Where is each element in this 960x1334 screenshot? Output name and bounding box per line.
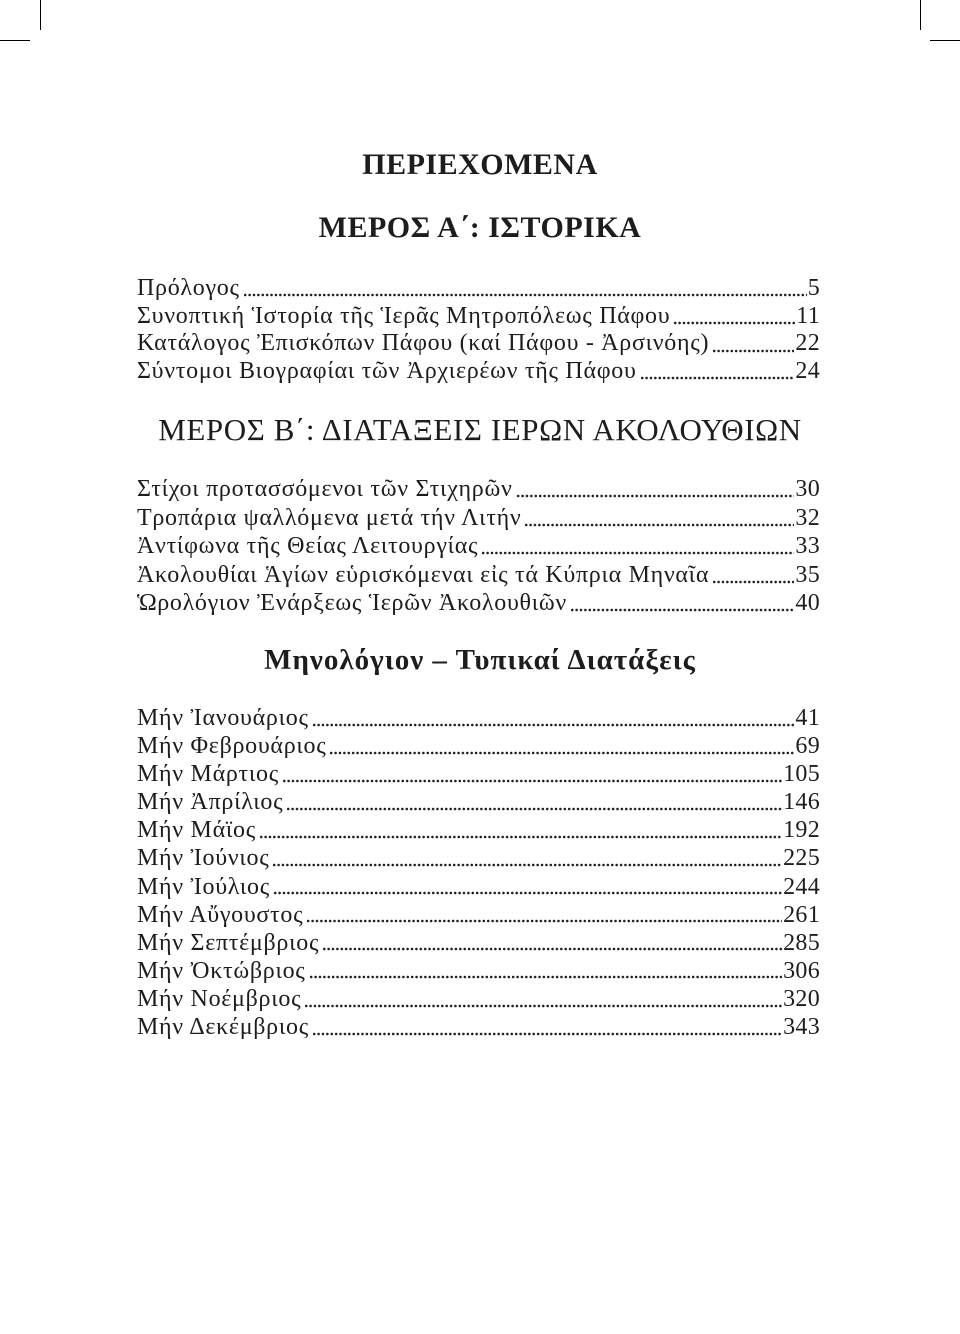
toc-entry-page-number: 225 (783, 845, 820, 872)
toc-entry (137, 532, 820, 561)
toc-entry-label: Μήν Σεπτέμβριος (137, 929, 320, 956)
dot-leader (286, 788, 782, 816)
dot-leader (259, 816, 782, 844)
toc-entry-label: Ὡρολόγιον Ἐνάρξεως Ἱερῶν Ἀκολουθιῶν (137, 590, 567, 616)
toc-entry (137, 275, 820, 303)
toc-entry-page-number: 32 (795, 504, 820, 531)
toc-entry-page-number: 146 (783, 789, 820, 816)
toc-entry (137, 901, 820, 929)
toc-list-part-b (137, 475, 820, 618)
toc-entry-page-number: 33 (795, 533, 820, 559)
toc-list-menologion (137, 704, 820, 1041)
toc-entry-label: Συνοπτική Ἱστορία τῆς Ἱερᾶς Μητροπόλεως Πάφου (137, 302, 671, 329)
dot-leader (640, 358, 795, 386)
toc-entry (137, 929, 820, 957)
toc-entry (137, 475, 820, 504)
toc-entry-label: Πρόλογος (137, 275, 240, 301)
toc-entry-label: Μήν Μάρτιος (137, 761, 279, 788)
dot-leader (712, 561, 794, 590)
toc-entry (137, 504, 820, 533)
dot-leader (306, 901, 782, 929)
toc-entry-page-number: 41 (795, 705, 820, 731)
crop-mark-top-right-horizontal (930, 40, 960, 41)
toc-entry (137, 1013, 820, 1041)
toc-entry-label: Ἀκολουθίαι Ἁγίων εὑρισκόμεναι εἰς τά Κύπρια Μηναῖα (137, 561, 710, 588)
toc-entry (137, 358, 820, 386)
toc-list-part-a (137, 275, 820, 386)
toc-entry-page-number: 320 (783, 985, 820, 1012)
toc-entry-label: Μήν Ὀκτώβριος (137, 957, 306, 984)
dot-leader (712, 330, 794, 358)
toc-entry-label: Μήν Ἰανουάριος (137, 705, 309, 731)
toc-entry (137, 985, 820, 1013)
dot-leader (570, 589, 794, 618)
dot-leader (304, 985, 782, 1013)
dot-leader (516, 475, 795, 504)
toc-entry-page-number: 105 (783, 761, 820, 788)
toc-entry (137, 561, 820, 590)
toc-entry (137, 732, 820, 760)
dot-leader (273, 873, 782, 901)
dot-leader (272, 844, 782, 872)
toc-entry-page-number: 285 (783, 929, 820, 956)
toc-entry-label: Τροπάρια ψαλλόμενα μετά τήν Λιτήν (137, 504, 522, 531)
toc-entry-page-number: 343 (783, 1014, 820, 1041)
toc-entry-label: Μήν Ἰούνιος (137, 845, 270, 872)
dot-leader (309, 957, 783, 985)
toc-entry (137, 760, 820, 788)
toc-entry-page-number: 11 (796, 302, 820, 329)
section-heading-part-a: ΜΕΡΟΣ Α΄: ΙΣΤΟΡΙΚΑ (318, 211, 642, 244)
toc-entry-label: Μήν Δεκέμβριος (137, 1014, 309, 1041)
dot-leader (322, 929, 782, 957)
toc-entry (137, 303, 820, 331)
dot-leader (481, 532, 794, 561)
toc-entry (137, 330, 820, 358)
crop-mark-top-left-vertical (40, 0, 41, 30)
toc-entry-label: Ἀντίφωνα τῆς Θείας Λειτουργίας (137, 533, 479, 559)
toc-entry (137, 957, 820, 985)
toc-entry (137, 704, 820, 732)
dot-leader (312, 704, 795, 732)
toc-entry-page-number: 30 (795, 476, 820, 502)
toc-entry-page-number: 24 (795, 358, 820, 385)
toc-entry-page-number: 69 (795, 733, 820, 760)
dot-leader (282, 760, 782, 788)
toc-entry-page-number: 35 (795, 561, 820, 588)
toc-entry-label: Μήν Αὔγουστος (137, 901, 304, 928)
toc-entry (137, 873, 820, 901)
dot-leader (243, 275, 807, 303)
toc-entry-page-number: 22 (795, 330, 820, 357)
dot-leader (329, 732, 794, 760)
page-title: ΠΕΡΙΕΧΟΜΕΝΑ (362, 148, 598, 181)
section-heading-part-b: ΜΕΡΟΣ Β΄: ΔΙΑΤΑΞΕΙΣ ΙΕΡΩΝ ΑΚΟΛΟΥΘΙΩΝ (158, 412, 802, 447)
toc-entry-page-number: 40 (795, 590, 820, 616)
toc-entry-page-number: 192 (783, 817, 820, 844)
toc-entry-label: Σύντομοι Βιογραφίαι τῶν Ἀρχιερέων τῆς Πάφου (137, 358, 637, 385)
dot-leader (312, 1013, 782, 1041)
toc-entry-page-number: 244 (783, 873, 820, 900)
toc-entry-label: Μήν Νοέμβριος (137, 985, 302, 1012)
toc-entry-page-number: 261 (783, 901, 820, 928)
toc-entry-label: Μήν Ἰούλιος (137, 873, 270, 900)
toc-entry (137, 589, 820, 618)
toc-entry (137, 788, 820, 816)
section-heading-menologion: Μηνολόγιον – Τυπικαί Διατάξεις (264, 644, 696, 676)
toc-entry-label: Στίχοι προτασσόμενοι τῶν Στιχηρῶν (137, 476, 513, 502)
toc-entry-page-number: 306 (783, 957, 820, 984)
toc-entry-label: Μήν Φεβρουάριος (137, 733, 327, 760)
toc-entry-label: Μήν Μάϊος (137, 817, 256, 844)
toc-entry (137, 816, 820, 844)
crop-mark-top-left-horizontal (0, 40, 30, 41)
toc-entry-label: Κατάλογος Ἐπισκόπων Πάφου (καί Πάφου - Ἀρσινόης) (137, 330, 710, 357)
toc-entry-label: Μήν Ἀπρίλιος (137, 789, 284, 816)
toc-entry (137, 844, 820, 872)
dot-leader (673, 303, 795, 331)
crop-mark-top-right-vertical (920, 0, 921, 30)
dot-leader (524, 504, 794, 533)
toc-entry-page-number: 5 (807, 275, 820, 301)
